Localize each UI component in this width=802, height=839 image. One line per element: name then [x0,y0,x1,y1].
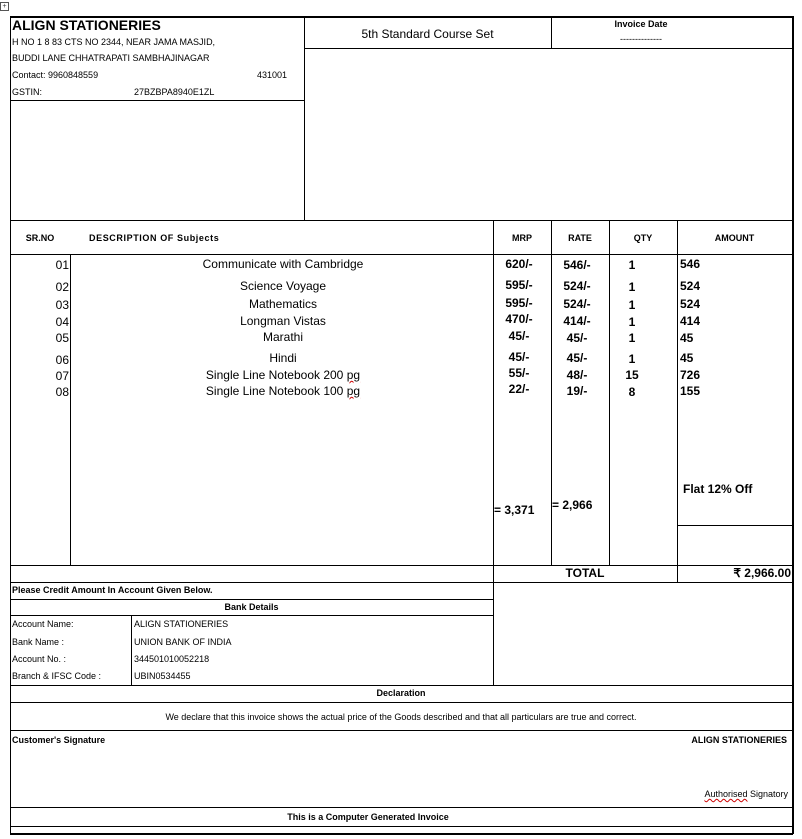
bank-name-label: Bank Name : [12,637,65,647]
account-no-value: 344501010052218 [134,654,210,664]
item-qty: 1 [628,280,636,294]
item-rate: 45/- [566,331,588,345]
item-qty: 1 [628,298,636,312]
invoice-date-value: -------------- [620,34,662,44]
item-desc [74,384,492,398]
item-amount: 524 [680,279,701,293]
item-qty: 8 [628,385,636,399]
col-header-amount: AMOUNT [714,233,755,243]
item-desc: Science Voyage [239,279,327,293]
item-rate: 19/- [566,384,588,398]
bank-details-heading: Bank Details [224,602,279,612]
account-name-value: ALIGN STATIONERIES [134,619,229,629]
item-sr: 04 [55,315,69,329]
declaration-text: We declare that this invoice shows the actual price of the Goods described and that all particulars are true and correct. [165,712,637,722]
item-rate: 48/- [566,368,588,382]
signatory-word: Signatory [747,789,788,799]
item-qty: 1 [628,315,636,329]
anchor-icon: + [0,2,9,11]
gstin-value: 27BZBPA8940E1ZL [134,87,215,97]
item-mrp: 55/- [508,366,530,380]
account-name-label: Account Name: [12,619,74,629]
item-desc: Longman Vistas [240,314,326,328]
item-mrp: 22/- [508,382,530,396]
seller-address-line2: BUDDI LANE CHHATRAPATI SAMBHAJINAGAR [12,53,210,63]
item-mrp: 595/- [505,278,533,292]
item-amount: 155 [680,384,701,398]
item-rate: 524/- [563,297,591,311]
item-sr: 03 [55,298,69,312]
computer-generated-note: This is a Computer Generated Invoice [287,812,449,822]
item-mrp: 620/- [505,257,533,271]
item-qty: 15 [625,368,639,382]
total-value: ₹ 2,966.00 [733,566,791,580]
seller-contact: Contact: 9960848559 [12,70,99,80]
item-sr: 05 [55,331,69,345]
item-sr: 01 [55,258,69,272]
item-mrp: 595/- [505,296,533,310]
declaration-heading: Declaration [376,688,426,698]
item-amount: 45 [680,331,694,345]
item-amount: 524 [680,297,701,311]
item-qty: 1 [628,258,636,272]
item-amount: 546 [680,257,701,271]
gstin-label: GSTIN: [12,87,43,97]
col-header-mrp: MRP [512,233,532,243]
authorised-word: Authorised [704,789,748,799]
invoice-date-label: Invoice Date [614,19,668,29]
item-desc: Marathi [262,330,303,344]
item-desc-suffix: pg [346,368,361,382]
authorised-signatory [600,789,788,799]
seller-name: ALIGN STATIONERIES [12,17,161,33]
item-desc: Mathematics [248,297,318,311]
customer-signature-label: Customer's Signature [12,735,106,745]
item-sr: 08 [55,385,69,399]
item-amount: 414 [680,314,701,328]
col-header-desc: DESCRIPTION OF Subjects [89,233,220,243]
seller-address-line1: H NO 1 8 83 CTS NO 2344, NEAR JAMA MASJID, [12,37,216,47]
item-desc-text: Single Line Notebook 200 [205,368,347,382]
item-desc-suffix: pg [346,384,361,398]
discount-note: Flat 12% Off [683,482,753,496]
item-sr: 07 [55,369,69,383]
mrp-total: = 3,371 [494,503,535,517]
item-desc: Hindi [269,351,297,365]
item-sr: 06 [55,353,69,367]
credit-note: Please Credit Amount In Account Given Below. [12,585,213,595]
item-desc: Communicate with Cambridge [202,257,364,271]
item-desc [74,368,492,382]
item-desc-text: Single Line Notebook 100 [205,384,347,398]
item-amount: 45 [680,351,694,365]
rate-total: = 2,966 [552,498,593,512]
item-qty: 1 [628,352,636,366]
item-rate: 546/- [563,258,591,272]
set-title: 5th Standard Course Set [361,27,494,41]
ifsc-label: Branch & IFSC Code : [12,671,102,681]
item-qty: 1 [628,331,636,345]
bank-name-value: UNION BANK OF INDIA [134,637,232,647]
item-sr: 02 [55,280,69,294]
item-mrp: 45/- [508,329,530,343]
col-header-rate: RATE [568,233,592,243]
item-mrp: 470/- [505,312,533,326]
item-mrp: 45/- [508,350,530,364]
ifsc-value: UBIN0534455 [134,671,191,681]
item-amount: 726 [680,368,701,382]
col-header-qty: QTY [633,233,653,243]
account-no-label: Account No. : [12,654,67,664]
company-signature-name: ALIGN STATIONERIES [691,735,787,745]
item-rate: 524/- [563,279,591,293]
seller-pincode: 431001 [257,70,288,80]
item-rate: 414/- [563,314,591,328]
col-header-sr: SR.NO [25,233,55,243]
item-rate: 45/- [566,351,588,365]
total-label: TOTAL [565,566,605,580]
